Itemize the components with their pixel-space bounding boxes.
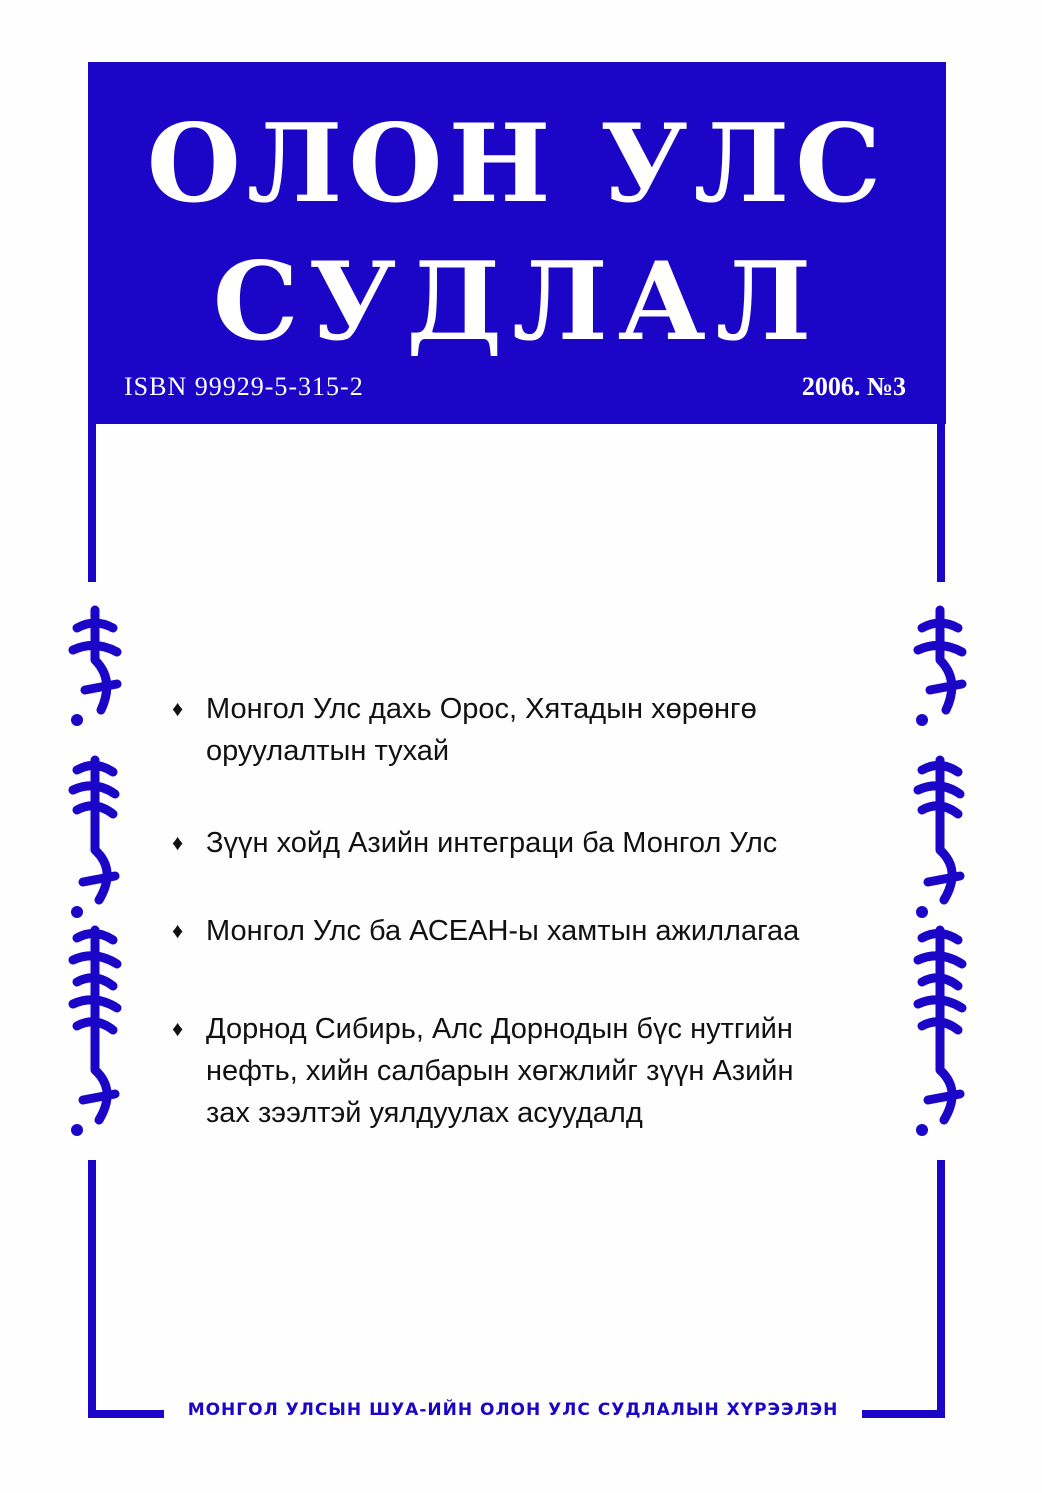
diamond-bullet-icon: ♦ — [172, 918, 184, 943]
contents-item-line: Монгол Улс ба АСЕАН-ы хамтын ажиллагаа — [206, 915, 800, 947]
mongolian-script-left-icon — [55, 600, 135, 1150]
title-banner — [88, 62, 946, 424]
frame-bottom-left-rule — [88, 1410, 164, 1418]
mongolian-script-right-icon — [900, 600, 980, 1150]
contents-item — [172, 822, 777, 864]
diamond-bullet-icon: ♦ — [172, 696, 184, 721]
contents-item — [172, 1008, 794, 1134]
contents-item-line: нефть, хийн салбарын хөгжлийг зүүн Азийн — [206, 1055, 794, 1087]
title-line-1: ОЛОН УЛС — [146, 101, 888, 227]
publisher-name: МОНГОЛ УЛСЫН ШУА-ИЙН ОЛОН УЛС СУДЛАЛЫН ХҮРЭЭЛЭН — [187, 1400, 839, 1420]
contents-item-line: Монгол Улс дахь Орос, Хятадын хөрөнгө — [206, 693, 757, 725]
frame-right-top-rule — [937, 424, 945, 582]
issue-number: 2006. №3 — [801, 372, 906, 401]
title-line-2: СУДЛАЛ — [212, 239, 822, 365]
contents-item-line: оруулалтын тухай — [206, 735, 450, 767]
diamond-bullet-icon: ♦ — [172, 1016, 184, 1041]
isbn-number: ISBN 99929-5-315-2 — [124, 372, 364, 401]
contents-item-line: зах зээлтэй уялдуулах асуудалд — [206, 1097, 643, 1129]
frame-bottom-right-rule — [862, 1410, 945, 1418]
contents-item — [172, 910, 799, 952]
contents-item-line: Дорнод Сибирь, Алс Дорнодын бүс нутгийн — [206, 1013, 793, 1045]
frame-left-top-rule — [88, 424, 96, 582]
frame-left-bottom-rule — [88, 1160, 96, 1418]
frame-right-bottom-rule — [937, 1160, 945, 1418]
contents-item — [172, 688, 757, 772]
contents-item-line: Зүүн хойд Азийн интеграци ба Монгол Улс — [206, 827, 778, 859]
diamond-bullet-icon: ♦ — [172, 830, 184, 855]
